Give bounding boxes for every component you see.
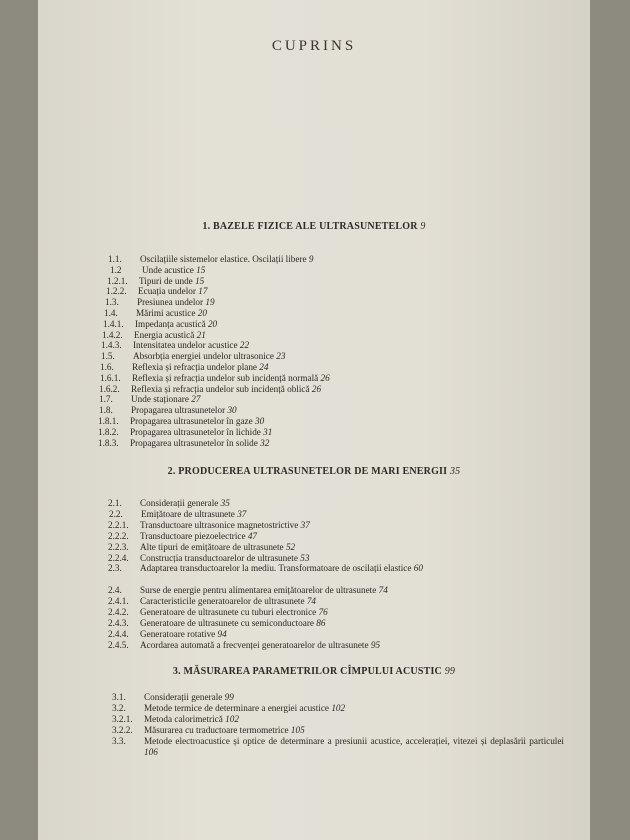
toc-entry-title: Acordarea automată a frecvenței generatoarelor de ultrasunete 95 xyxy=(140,639,381,650)
toc-entry-title: Transductoare piezoelectrice 47 xyxy=(140,530,258,541)
toc-entry-number: 1.1. xyxy=(108,254,122,264)
toc-entry-title: Ecuația undelor 17 xyxy=(138,286,208,297)
toc-entry-number: 2.4. xyxy=(108,585,122,596)
toc-entry-title: Propagarea ultrasunetelor în solide 32 xyxy=(130,437,270,448)
toc-entry-number: 1.2.1. xyxy=(107,275,128,286)
toc-entry-number: 1.4. xyxy=(104,308,118,318)
toc-entry-number: 3.3. xyxy=(112,735,126,746)
toc-entry-title: Metoda calorimetrică 102 xyxy=(144,713,239,724)
toc-entry-number: 2.4.1. xyxy=(108,596,129,607)
toc-entry-title: Considerații generale 99 xyxy=(144,692,234,702)
toc-entry-page: 9 xyxy=(308,254,314,264)
toc-entry-number: 1.8. xyxy=(99,405,113,416)
toc-entry-number: 1.2.2. xyxy=(106,286,127,297)
toc-entry-page: 26 xyxy=(311,383,322,394)
toc-entry-title: Alte tipuri de emițătoare de ultrasunete 52 xyxy=(140,541,296,552)
toc-entry-number: 1.8.3. xyxy=(98,437,119,448)
toc-entry-page: 74 xyxy=(306,596,317,607)
chapter-heading-3 xyxy=(38,666,590,677)
toc-entry-title: Surse de energie pentru alimentarea emițătoarelor de ultrasunete 74 xyxy=(140,585,388,596)
toc-entry-page: 94 xyxy=(217,628,227,639)
toc-entry-title: Emițătoare de ultrasunete 37 xyxy=(141,508,247,519)
toc-entry-page: 23 xyxy=(276,351,286,362)
page-title: CUPRINS xyxy=(271,38,357,54)
toc-entry-title: Absorbția energiei undelor ultrasonice 23 xyxy=(133,351,286,362)
toc-entry-number: 2.4.4. xyxy=(108,628,129,639)
toc-entry-page: 20 xyxy=(197,308,207,318)
toc-entry-number: 1.4.3. xyxy=(101,340,122,351)
toc-entry-title: Intensitatea undelor acustice 22 xyxy=(133,340,250,351)
chapter-heading-2 xyxy=(38,466,590,477)
toc-entry-number: 1.6.2. xyxy=(99,383,120,394)
toc-entry-page: 21 xyxy=(196,329,206,340)
toc-entry-page: 27 xyxy=(191,394,201,405)
toc-entry-page: 32 xyxy=(260,437,270,448)
toc-entry-page: 31 xyxy=(263,426,273,437)
toc-entry-title: Adaptarea transductoarelor la mediu. Transformatoare de oscilații elastice 60 xyxy=(140,563,423,574)
toc-entry-number: 2.2.2. xyxy=(108,530,129,541)
toc-entry-number: 1.2 xyxy=(110,264,122,275)
toc-entry-page: 15 xyxy=(196,264,206,275)
toc-entry-title: Construcția transductoarelor de ultrasunete 53 xyxy=(140,552,310,563)
toc-entry-page: 19 xyxy=(205,297,215,308)
toc-entry-page: 47 xyxy=(247,530,258,541)
chapter-page: 35 xyxy=(449,466,461,477)
toc-entry-page: 60 xyxy=(413,563,423,574)
toc-entry-page: 86 xyxy=(316,617,326,628)
toc-entry-number: 1.4.2. xyxy=(102,329,123,340)
toc-entry-number: 1.4.1. xyxy=(103,318,124,329)
toc-entry-number: 3.2. xyxy=(112,702,126,713)
toc-entry-page: 30 xyxy=(255,416,265,426)
toc-entry-title: Metode termice de determinare a energiei acustice 102 xyxy=(144,702,346,713)
toc-entry-page: 35 xyxy=(220,498,230,508)
toc-entry-number: 2.4.5. xyxy=(108,639,129,650)
toc-entry-number: 2.2.3. xyxy=(108,541,129,552)
toc-entry-page: 76 xyxy=(318,607,328,617)
toc-entry-number: 2.3. xyxy=(108,563,122,574)
toc-entry-number: 2.2.4. xyxy=(108,552,129,563)
toc-entry-title: Energia acustică 21 xyxy=(134,329,206,340)
toc-entry-number: 2.4.2. xyxy=(108,607,129,617)
toc-entry-title: Presiunea undelor 19 xyxy=(137,297,215,308)
toc-entry-title: Propagarea ultrasunetelor în lichide 31 xyxy=(130,426,273,437)
toc-entry-title: Generatoare de ultrasunete cu tuburi electronice 76 xyxy=(140,607,328,617)
toc-entry-title: Reflexia și refracția undelor sub incidență oblică 26 xyxy=(131,383,322,394)
chapter-heading-1 xyxy=(38,221,590,232)
toc-entry-number: 1.5. xyxy=(101,351,115,362)
toc-entry-title: Generatoare rotative 94 xyxy=(140,628,227,639)
toc-entry-number: 1.8.2. xyxy=(98,426,119,437)
toc-entry-page: 52 xyxy=(285,541,296,552)
toc-entry-title: Tipuri de unde 15 xyxy=(139,275,205,286)
chapter-page: 99 xyxy=(444,666,456,677)
toc-entry-title: Reflexia și refracția undelor sub incidență normală 26 xyxy=(132,372,330,383)
toc-entry-title: Măsurarea cu traductoare termometrice 105 xyxy=(144,724,305,735)
toc-entry-number: 2.4.3. xyxy=(108,617,129,628)
toc-entry-page: 24 xyxy=(259,362,269,372)
chapter-page: 9 xyxy=(420,221,426,232)
toc-entry-number: 1.6.1. xyxy=(100,372,121,383)
toc-entry-page: 15 xyxy=(195,275,205,286)
toc-entry-title: Transductoare ultrasonice magnetostrictive 37 xyxy=(140,519,310,530)
toc-entry-number: 2.2.1. xyxy=(108,519,129,530)
toc-entry-page: 30 xyxy=(227,405,237,416)
toc-entry-page: 37 xyxy=(300,519,310,530)
toc-entry-number: 3.1. xyxy=(112,692,126,702)
toc-entry-title: Propagarea ultrasunetelor în gaze 30 xyxy=(130,416,265,426)
toc-entry-title: Metode electroacustice și optice de determinare a presiunii acustice, accelerației, vitezei și deplasării particulei 106 xyxy=(144,735,564,757)
toc-entry-title: Caracteristicile generatoarelor de ultrasunete 74 xyxy=(140,596,317,607)
toc-entry-title: Mărimi acustice 20 xyxy=(136,308,207,318)
toc-entry-page: 26 xyxy=(320,372,330,383)
toc-entry-title: Oscilațiile sistemelor elastice. Oscilații libere 9 xyxy=(140,254,314,264)
toc-entry-number: 2.2. xyxy=(109,508,123,519)
toc-entry-title: Unde staționare 27 xyxy=(131,394,201,405)
toc-entry-title: Generatoare de ultrasunete cu semiconductoare 86 xyxy=(140,617,326,628)
book-page xyxy=(38,0,590,840)
toc-entry-title: Impedanța acustică 20 xyxy=(135,318,218,329)
toc-entry-title: Unde acustice 15 xyxy=(142,264,206,275)
toc-entry-page: 20 xyxy=(207,318,218,329)
toc-entry-title: Reflexia și refracția undelor plane 24 xyxy=(132,362,269,372)
toc-entry-number: 2.1. xyxy=(108,498,122,508)
toc-entry-page: 102 xyxy=(225,713,239,724)
chapter-label: 3. MĂSURAREA PARAMETRILOR CÎMPULUI ACUSTIC xyxy=(172,666,442,677)
toc-entry-title: Propagarea ultrasunetelor 30 xyxy=(131,405,237,416)
toc-entry-page: 106 xyxy=(144,746,158,757)
toc-entry-page: 53 xyxy=(300,552,310,563)
toc-entry-page: 99 xyxy=(224,692,234,702)
toc-entry-number: 3.2.1. xyxy=(112,713,133,724)
toc-entry-page: 105 xyxy=(290,724,305,735)
toc-entry-page: 74 xyxy=(378,585,388,596)
toc-entry-page: 95 xyxy=(370,639,381,650)
toc-entry-page: 102 xyxy=(331,702,346,713)
toc-entry-number: 1.6. xyxy=(100,362,114,372)
toc-entry-page: 17 xyxy=(198,286,208,297)
toc-entry-page: 37 xyxy=(237,508,247,519)
toc-entry-number: 1.8.1. xyxy=(98,416,119,426)
toc-entry-number: 3.2.2. xyxy=(112,724,133,735)
chapter-label: 1. BAZELE FIZICE ALE ULTRASUNETELOR xyxy=(202,221,418,232)
toc-entry-number: 1.7. xyxy=(99,394,113,405)
toc-entry-number: 1.3. xyxy=(105,297,119,308)
toc-entry-title: Considerații generale 35 xyxy=(140,498,230,508)
chapter-label: 2. PRODUCEREA ULTRASUNETELOR DE MARI ENERGII xyxy=(167,466,448,477)
toc-entry-page: 22 xyxy=(239,340,250,351)
